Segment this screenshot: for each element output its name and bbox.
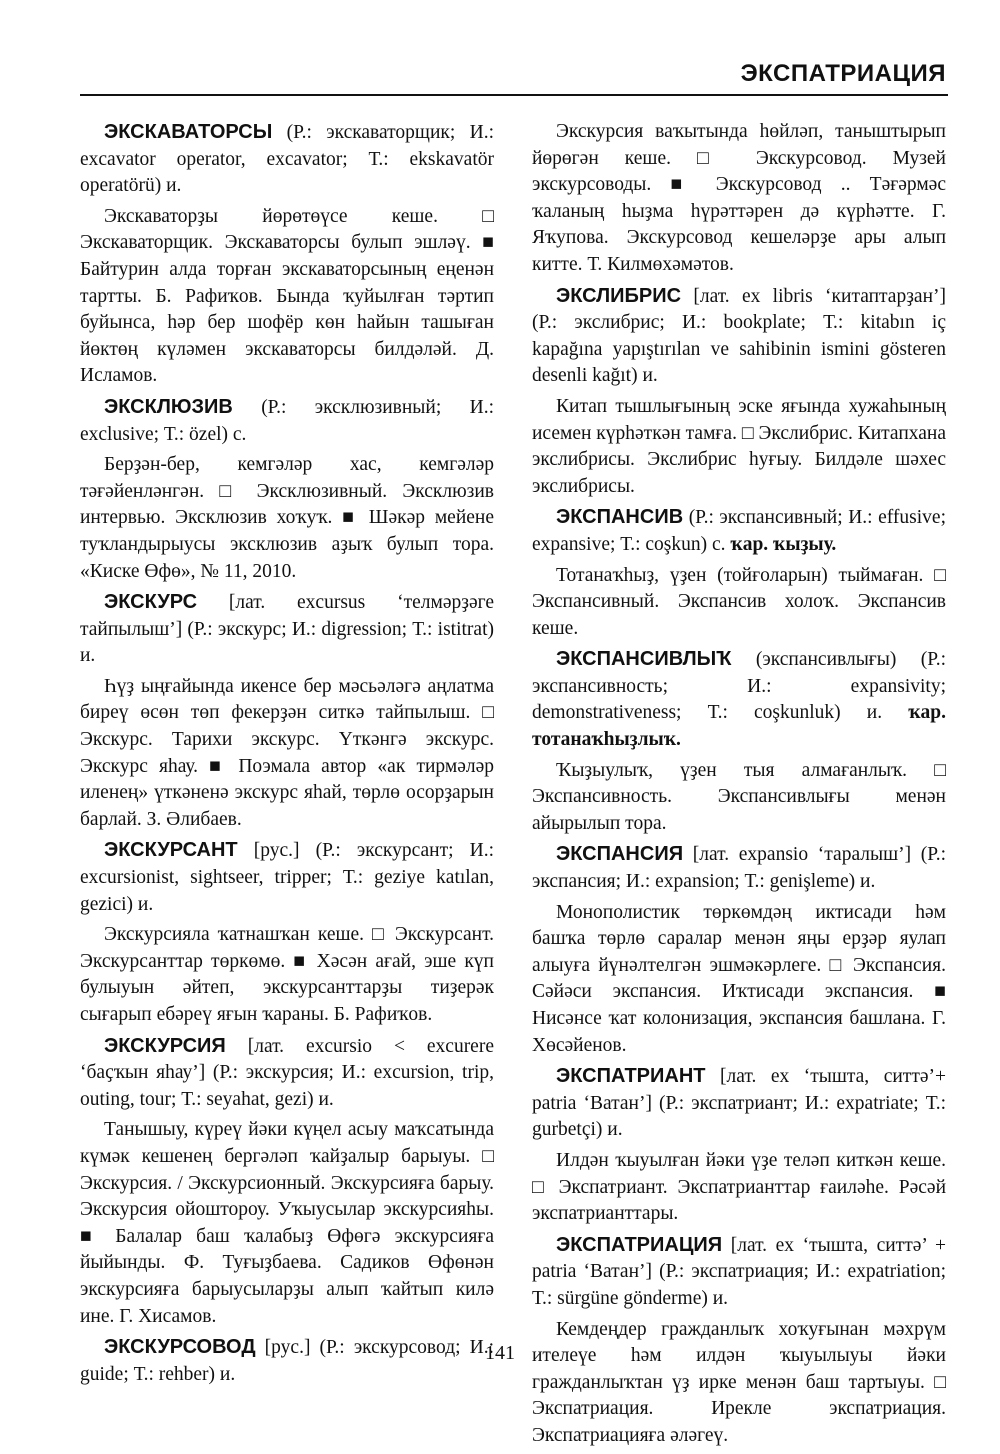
page-number: 141 — [485, 1342, 515, 1364]
entry-definition: (Р.: экспансивный; И.: effusive; expansive; Т.: coşkun) с. — [532, 507, 946, 555]
entry-definition: [рус.] (Р.: экскурсовод; И.: guide; Т.: rehber) и. — [80, 1337, 494, 1385]
headword: ЭКСКУРСОВОД — [104, 1336, 256, 1359]
entry-body: Китап тышлығының эске яғында хужаһының исемен күрһәткән тамға. □ Экслибрис. Китапхана экслибрисы. Экслибрис һуғыу. Билдәле шәхес экслибрисы. — [532, 395, 946, 497]
headword: ЭКСКУРСИЯ — [104, 1034, 226, 1057]
right-column — [532, 119, 946, 1454]
entry-headline — [532, 1232, 946, 1313]
entry-headline — [80, 837, 494, 918]
entry-definition: [лат. excursio < excurere ‘баҫҡын яһау’] (Р.: экскурсия; И.: excursion, trip, outing, tour; Т.: seyahat, gezi) и. — [80, 1035, 494, 1110]
entry-body: Берҙән-бер, кемгәләр хас, кемгәләр тәғәйенләнгән. □ Эксклюзивный. Эксклюзив интервью. Эксклюзив хоҡуҡ. ■ Шәкәр мейене туҡландырыусы эксклюзив аҙыҡ булып тора. «Киске Өфө», № 11, 2010. — [80, 454, 494, 582]
headword: ЭКСЛИБРИС — [556, 284, 682, 307]
cross-reference: ҡар. ҡыҙыу. — [730, 533, 837, 555]
headword: ЭКСКУРСАНТ — [104, 839, 238, 862]
entry-headline — [532, 646, 946, 753]
entry-definition: [лат. ex ‘тышта, ситтә’ + patria ‘Ватан’] (Р.: экспатриация; И.: expatriation; Т.: sürgüne gönderme) и. — [532, 1234, 946, 1309]
headword: ЭКСПАТРИАЦИЯ — [556, 1233, 723, 1256]
entry-body: Ҡыҙыулыҡ, үҙен тыя алмағанлыҡ. □ Экспансивность. Экспансивлығы менән айырылып тора. — [532, 759, 946, 834]
entry-body: Илдән ҡыуылған йәки үҙе теләп киткән кеше. □ Экспатриант. Экспатрианттар ғаиләһе. Рәсәй экспатрианттары. — [532, 1149, 946, 1225]
entry-definition: [лат. ex libris ‘китаптарҙан’] (Р.: экслибрис; И.: bookplate; Т.: kitabın iç kapağına yapıştırılan ve sahibinin ismini gösteren desenli kağıt) и. — [532, 285, 946, 387]
entry-definition: (Р.: эксклюзивный; И.: exclusive; Т.: özel) с. — [80, 396, 494, 445]
entry-definition: [лат. ex ‘тышта, ситтә’+ patria ‘Ватан’] (Р.: экспатриант; И.: expatriate; Т.: gurbetçi) и. — [532, 1066, 946, 1141]
entry-body: Экскурсия ваҡытында һөйләп, таныштырып йөрөгән кеше. □ Экскурсовод. Музей экскурсоводы. ■ Экскурсовод .. Тәғәрмәс ҡаланың һыҙма һүрәттәрен дә күрһәтте. Г. Яҡупова. Экскурсовод кешеләрҙе ары алып китте. Т. Килмөхәмәтов. — [532, 121, 946, 275]
entry-body: Танышыу, күреү йәки күңел асыу маҡсатында күмәк кешенең бергәләп ҡайҙалыр барыуы. □ Экскурсия. / Экскурсионный. Экскурсияға барыу. Экскурсия ойоштороу. Уҡыусылар экскурсияһы. ■ Балалар баш ҡалабыҙ Өфөгә экскурсияға йыйынды. Ф. Туғыҙбаева. Садиков Өфөнән экскурсияға барыусыларҙы алып ҡайтып килә ине. Г. Хисамов. — [80, 1119, 494, 1327]
entry-headline — [532, 841, 946, 895]
headword: ЭКСПАНСИВЛЫҠ — [556, 648, 732, 671]
running-header — [80, 58, 948, 96]
entry-body: Һүҙ ыңғайында икенсе бер мәсьәләгә аңлатма биреү өсөн төп фекерҙән ситкә тайпылыш. □ Экскурс. Тарихи экскурс. Үткәнгә экскурс. Экскурс яһау. ■ Поэмала автор «ак тирмәләр иленең» үткәненә экскурс яһай, төрлө осорҙарын барлай. З. Әлибаев. — [80, 675, 494, 830]
headword: ЭКСКЛЮЗИВ — [104, 395, 233, 418]
entry-body: Экскурсияла ҡатнашҡан кеше. □ Экскурсант. Экскурсанттар төркөмө. ■ Хәсән ағай, эше күп булыуын әйтеп, экскурсанттарҙы тиҙерәк сығарып ебәреү яғын ҡараны. Б. Рафиҡов. — [80, 924, 494, 1025]
entry-definition: [лат. expansio ‘таралыш’] (Р.: экспансия; И.: expansion; Т.: genişleme) и. — [532, 844, 946, 893]
entry-headline — [532, 1063, 946, 1144]
entry-headline — [80, 1033, 494, 1114]
entry-definition: [рус.] (Р.: экскурсант; И.: excursionist, sightseer, tripper; Т.: geziye katılan, gezici) и. — [80, 840, 494, 915]
entry-body: Тотанаҡһыҙ, үҙен (тойғоларын) тыймаған. □ Экспансивный. Экспансив холоҡ. Экспансив кеше. — [532, 564, 946, 639]
entry-body: Кемдеңдер гражданлыҡ хоҡуғынан мәхрүм ителеүе һәм илдән ҡыуылыуы йәки гражданлыҡтан үҙ ирке менән баш тартыуы. □ Экспатриация. Ирекле экспатриация. Экспатриацияға әләгеү. — [532, 1318, 946, 1446]
entry-body: Экскаваторҙы йөрөтөүсе кеше. □ Экскаваторщик. Экскаваторсы булып эшләү. ■ Байтурин алда торған экскаваторсының еңенән тартты. Б. Рафиҡов. Бында ҡуйылған тәртип буйынса, һәр бер шофёр көн һайын ташыған йөктөң күләмен экскаваторсы билдәләй. Д. Исламов. — [80, 205, 494, 387]
entry-definition: (экспансивлығы) (Р.: экспансивность; И.: expansivity; demonstrativeness; Т.: coşkunluk) и. — [532, 649, 946, 724]
entry-headline — [80, 119, 494, 200]
headword: ЭКСКУРС — [104, 591, 198, 614]
entry-definition: (Р.: экскаваторщик; И.: excavator operator, excavator; Т.: ekskavatör operatörü) и. — [80, 122, 494, 197]
entry-body: Монополистик төркөмдәң иктисади һәм башҡа төрлө саралар менән яңы ерҙәр яулап алыуға йүнәлтелгән эшмәкәрлеге. □ Экспансия. Сәйәси экспансия. Иҡтисади экспансия. ■ Нисәнсе ҡат колонизация, экспансия башлана. Г. Хөсәйенов. — [532, 901, 946, 1056]
entry-headline — [80, 589, 494, 670]
headword: ЭКСПАНСИЯ — [556, 843, 684, 866]
headword: ЭКСПАНСИВ — [556, 506, 684, 529]
headword: ЭКСПАТРИАНТ — [556, 1065, 706, 1088]
entry-headline — [80, 394, 494, 448]
entry-headline — [532, 283, 946, 390]
entry-headline — [532, 504, 946, 558]
header-title: ЭКСПАТРИАЦИЯ — [740, 60, 946, 87]
entry-definition: [лат. excursus ‘телмәрҙәге тайпылыш’] (Р.: экскурс; И.: digression; Т.: istitrat) и. — [80, 592, 494, 667]
left-column — [80, 119, 494, 1392]
cross-reference: ҡар. тотанаҡһыҙлыҡ. — [532, 702, 946, 751]
headword: ЭКСКАВАТОРСЫ — [104, 121, 273, 143]
